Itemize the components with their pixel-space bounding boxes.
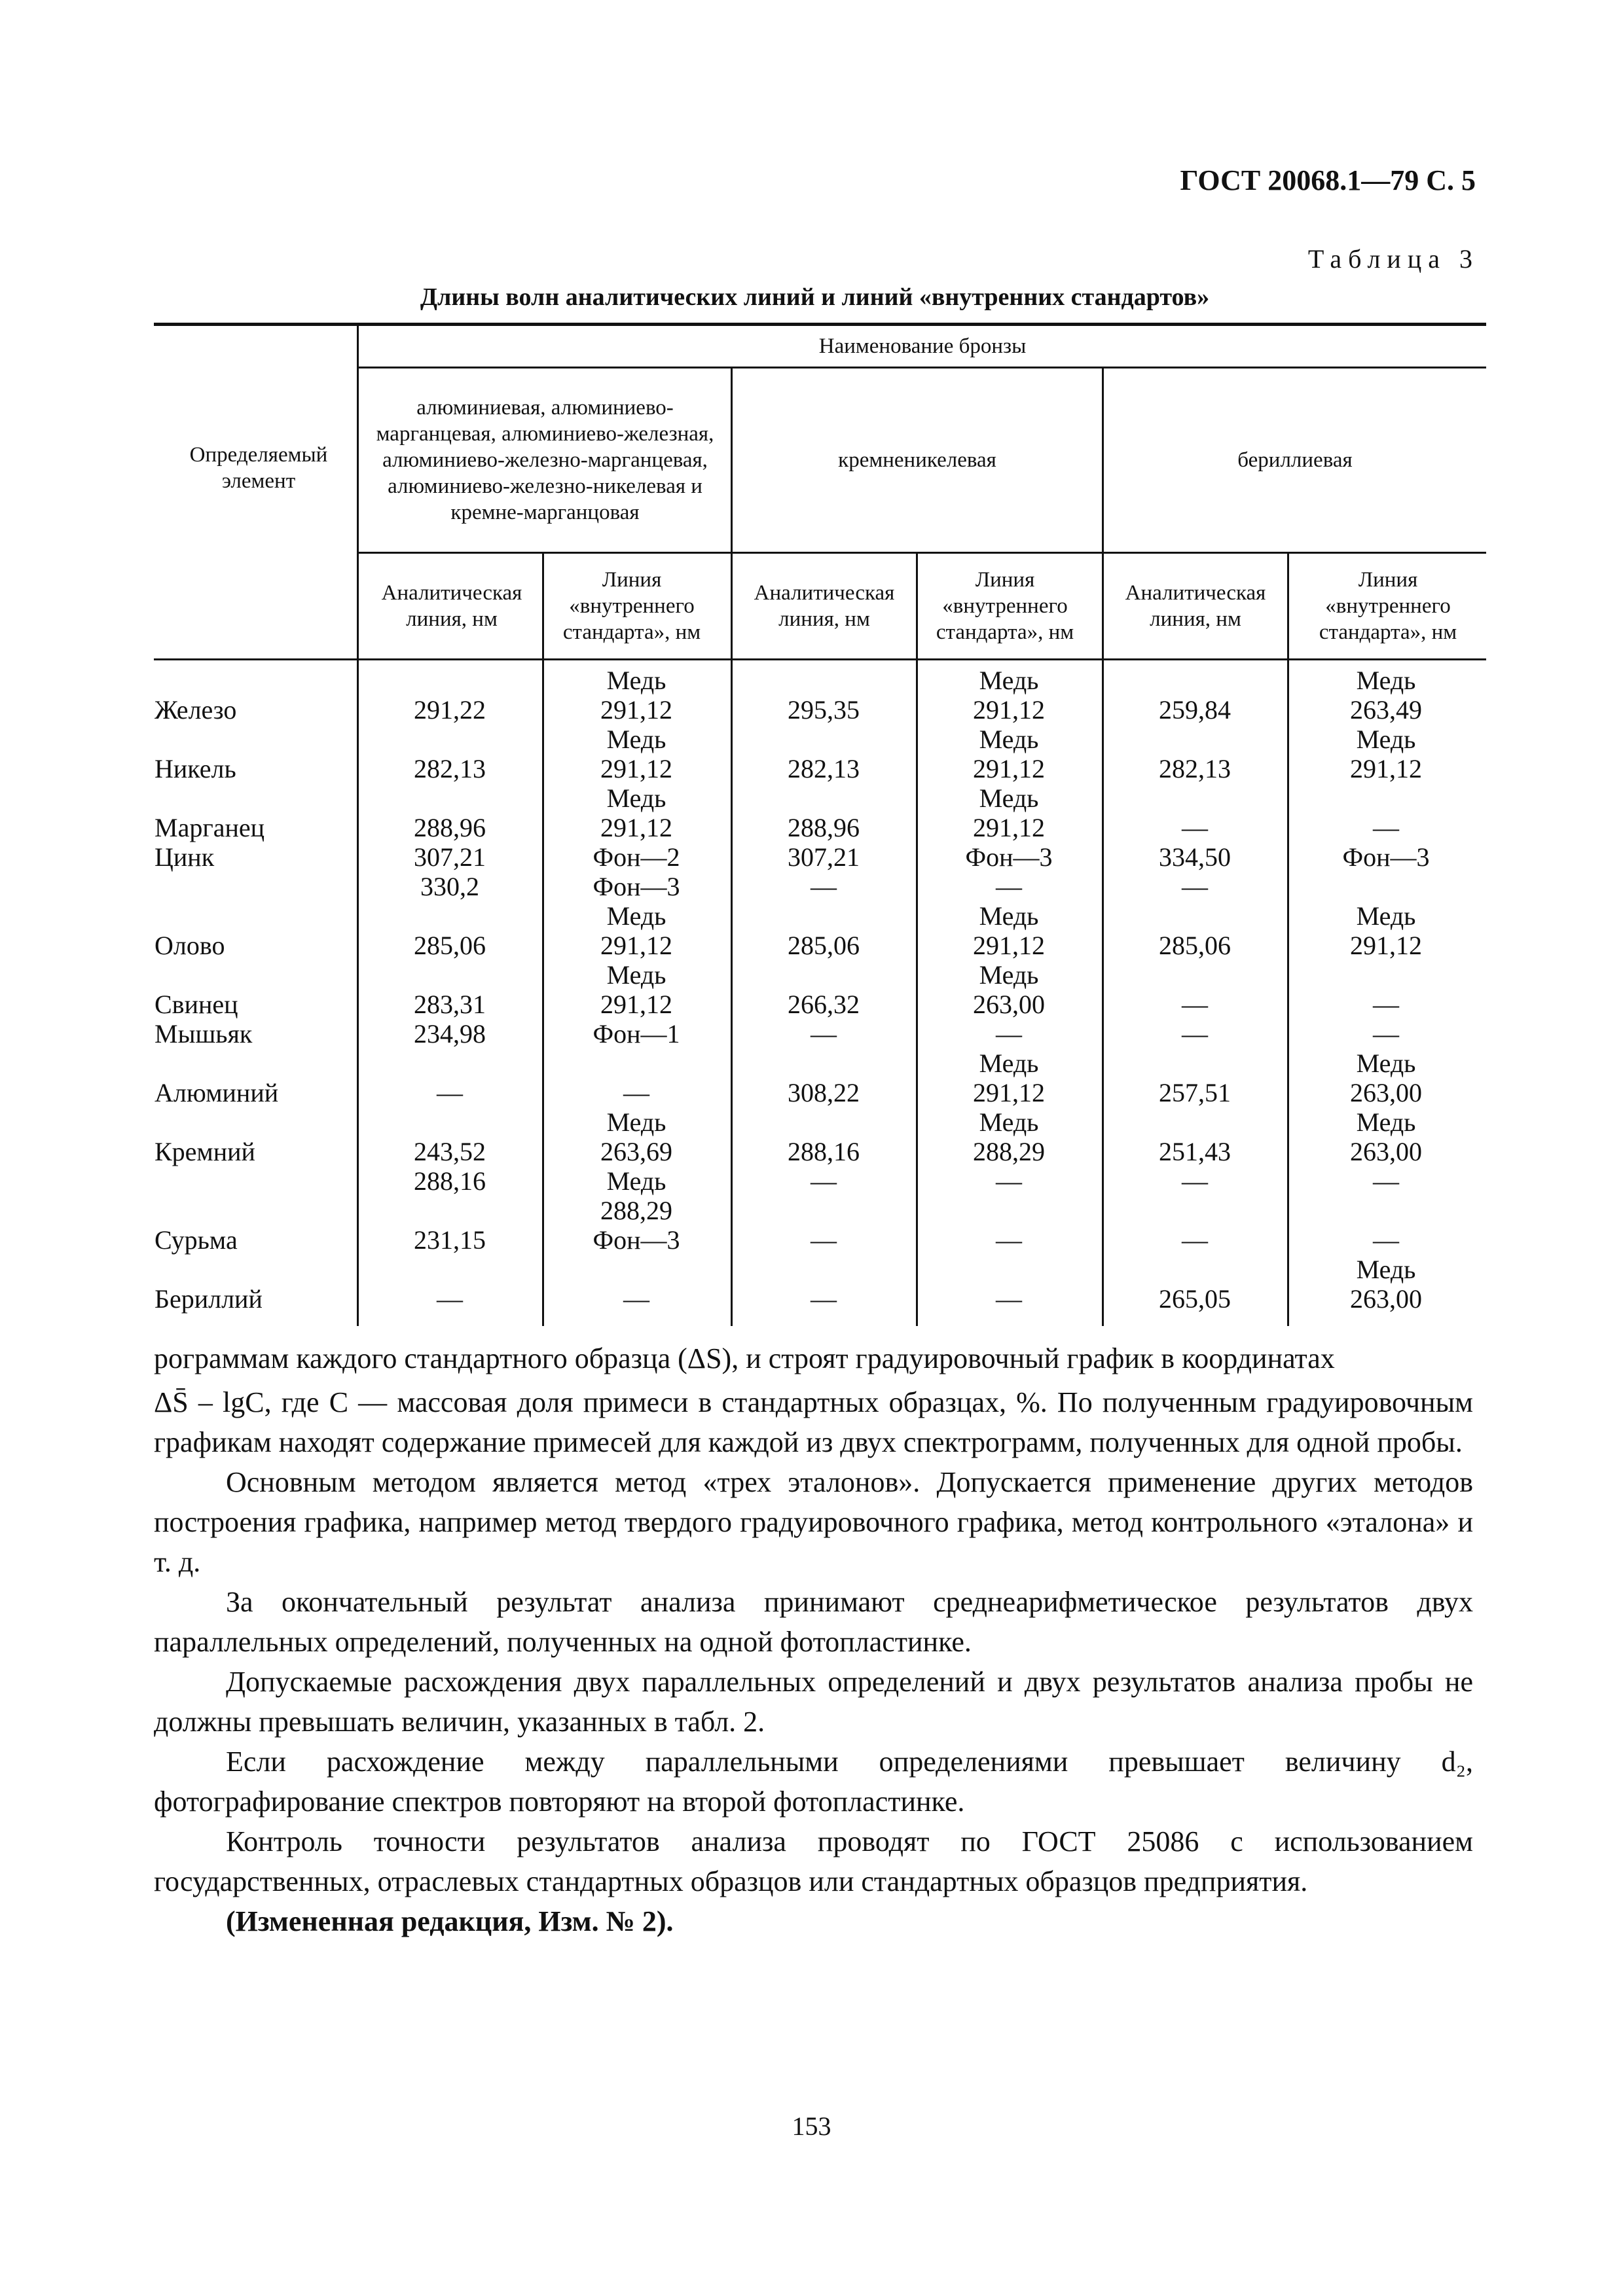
element-name-cell: Марганец: [155, 813, 265, 842]
table-cell: Медь: [979, 783, 1039, 813]
table-cell: Медь: [1356, 1255, 1416, 1284]
table-cell: [1301, 783, 1471, 813]
table-cell: Медь: [1356, 666, 1416, 695]
bronze-group-2: кремненикелевая: [838, 448, 996, 472]
element-name-cell: [155, 783, 351, 813]
element-name-cell: Мышьяк: [155, 1019, 253, 1049]
table-cell: 307,21: [788, 842, 860, 872]
table-cell: Медь: [606, 901, 666, 931]
table-cell: 308,22: [788, 1078, 860, 1107]
table-cell: 291,12: [973, 1078, 1045, 1107]
table-cell: Медь: [606, 725, 666, 754]
table-cell: 263,49: [1350, 695, 1422, 725]
paragraph: Если расхождение между параллельными определениями превышает величину d₂, фотографирование спектров повторяют на второй фотопластинке.: [154, 1746, 1473, 1818]
header-vline: [916, 553, 918, 660]
table-row: [152, 695, 1487, 725]
table-label: Таблица 3: [1307, 244, 1479, 274]
table-cell: 288,29: [973, 1137, 1045, 1166]
table-cell: 251,43: [1159, 1137, 1231, 1166]
page-number: 153: [792, 2111, 831, 2141]
table-cell: —: [1182, 990, 1208, 1019]
table-cell: Фон—3: [593, 1225, 680, 1255]
table-cell: —: [996, 1019, 1022, 1049]
table-cell: [1110, 1255, 1280, 1284]
table-cell: —: [996, 1225, 1022, 1255]
table-cell: —: [437, 1078, 463, 1107]
table-cell: Фон—3: [965, 842, 1053, 872]
element-name-cell: Цинк: [155, 842, 215, 872]
table-cell: [365, 1107, 535, 1137]
element-name-cell: Сурьма: [155, 1225, 238, 1255]
table-row: [152, 813, 1487, 842]
table-cell: [739, 1196, 909, 1225]
table-cell: [739, 1049, 909, 1078]
table-cell: —: [1373, 990, 1399, 1019]
table-cell: [365, 666, 535, 695]
table-row: [152, 1019, 1487, 1049]
table-cell: Фон—3: [593, 872, 680, 901]
table-cell: [1110, 666, 1280, 695]
table-cell: Медь: [1356, 725, 1416, 754]
table-row: [152, 1166, 1487, 1196]
table-cell: 288,16: [788, 1137, 860, 1166]
bronze-group-1: алюминиевая, алюминиево-марганцевая, алюминиево-железная, алюминиево-железно-марганцевая, алюминиево-железно-никелевая и кремне-марганцовая: [376, 396, 714, 524]
element-name-cell: [155, 901, 351, 931]
paragraph: Контроль точности результатов анализа проводят по ГОСТ 25086 с использованием государственных, отраслевых стандартных образцов или стандартных образцов предприятия.: [154, 1825, 1473, 1897]
table-cell: —: [996, 872, 1022, 901]
subheader-analytical: Аналитическая линия, нм: [381, 581, 522, 631]
table-cell: 285,06: [788, 931, 860, 960]
table-cell: 263,00: [1350, 1137, 1422, 1166]
table-cell: [924, 1255, 1094, 1284]
table-cell: —: [1373, 813, 1399, 842]
table-cell: —: [623, 1284, 649, 1314]
table-cell: —: [1182, 1166, 1208, 1196]
element-name-cell: [155, 1166, 351, 1196]
table-cell: [924, 1196, 1094, 1225]
table-cell: [365, 1049, 535, 1078]
bronze-group-3: бериллиевая: [1237, 448, 1353, 472]
table-cell: —: [996, 1166, 1022, 1196]
table-cell: Медь: [979, 1049, 1039, 1078]
table-cell: 257,51: [1159, 1078, 1231, 1107]
table-row: [152, 666, 1487, 695]
table-cell: [1110, 960, 1280, 990]
paragraph: рограммам каждого стандартного образца (ΔS), и строят градуировочный график в координатах: [154, 1342, 1335, 1374]
table-cell: —: [1182, 1225, 1208, 1255]
table-cell: 291,22: [414, 695, 486, 725]
element-name-cell: Бериллий: [155, 1284, 263, 1314]
table-row: [152, 960, 1487, 990]
table-cell: 291,12: [973, 695, 1045, 725]
table-cell: 263,69: [600, 1137, 672, 1166]
table-cell: [1110, 901, 1280, 931]
subheader-internal: Линия «внутреннего стандарта», нм: [936, 568, 1074, 644]
table-cell: —: [1373, 1166, 1399, 1196]
table-cell: Медь: [979, 1107, 1039, 1137]
table-row: [152, 842, 1487, 872]
table-cell: 288,16: [414, 1166, 486, 1196]
table-cell: Фон—2: [593, 842, 680, 872]
table-body: [152, 666, 1487, 1314]
table-cell: 295,35: [788, 695, 860, 725]
table-cell: —: [1182, 813, 1208, 842]
element-name-cell: Никель: [155, 754, 236, 783]
table-cell: —: [996, 1284, 1022, 1314]
table-row: [152, 1107, 1487, 1137]
table-row: [152, 1225, 1487, 1255]
table-cell: 334,50: [1159, 842, 1231, 872]
table-cell: Медь: [1356, 901, 1416, 931]
table-cell: —: [811, 1166, 837, 1196]
table-cell: [365, 1196, 535, 1225]
table-row: [152, 1284, 1487, 1314]
table-row: [152, 1196, 1487, 1225]
table-cell: [1110, 725, 1280, 754]
table-cell: 283,31: [414, 990, 486, 1019]
table-cell: 291,12: [973, 813, 1045, 842]
element-name-cell: [155, 1107, 351, 1137]
table-cell: 231,15: [414, 1225, 486, 1255]
header-vline: [542, 553, 544, 660]
table-cell: 291,12: [973, 931, 1045, 960]
table-cell: [1301, 872, 1471, 901]
table-caption: Длины волн аналитических линий и линий «внутренних стандартов»: [420, 283, 1210, 311]
table-cell: 263,00: [1350, 1078, 1422, 1107]
table-cell: Медь: [606, 783, 666, 813]
table-cell: Фон—1: [593, 1019, 680, 1049]
table-cell: [1301, 960, 1471, 990]
amendment-note: (Измененная редакция, Изм. № 2).: [226, 1905, 674, 1937]
table-cell: [1110, 1107, 1280, 1137]
table-cell: Медь: [1356, 1107, 1416, 1137]
element-name-cell: [155, 666, 351, 695]
body-text: [154, 1338, 1473, 1941]
table-cell: [739, 960, 909, 990]
table-cell: [739, 1255, 909, 1284]
table-cell: 288,96: [788, 813, 860, 842]
subheader-internal: Линия «внутреннего стандарта», нм: [1319, 568, 1457, 644]
element-name-cell: [155, 1255, 351, 1284]
element-name-cell: [155, 872, 351, 901]
element-name-cell: Кремний: [155, 1137, 255, 1166]
element-name-cell: Железо: [155, 695, 237, 725]
table-cell: 285,06: [414, 931, 486, 960]
column-header-element: Определяемый элемент: [189, 443, 328, 493]
table-cell: Медь: [1356, 1049, 1416, 1078]
element-name-cell: [155, 725, 351, 754]
table-row: [152, 901, 1487, 931]
paragraph: ΔS̄ – lgC, где C — массовая доля примеси в стандартных образцах, %. По полученным градуировочным графикам находят содержание примесей для каждой из двух спектрограмм, полученных для одной пробы.: [154, 1386, 1473, 1458]
element-name-cell: [155, 960, 351, 990]
table-cell: 291,12: [1350, 754, 1422, 783]
table-row: [152, 783, 1487, 813]
table-cell: [739, 901, 909, 931]
element-name-cell: Свинец: [155, 990, 238, 1019]
subheader-analytical: Аналитическая линия, нм: [754, 581, 895, 631]
table-cell: Медь: [979, 666, 1039, 695]
table-row: [152, 1049, 1487, 1078]
table-cell: 263,00: [1350, 1284, 1422, 1314]
paragraph: Основным методом является метод «трех эталонов». Допускается применение других методов построения графика, например метод твердого градуировочного графика, метод контрольного «эталона» и т. д.: [154, 1466, 1473, 1578]
table-cell: [739, 1107, 909, 1137]
table-cell: 330,2: [420, 872, 479, 901]
table-row: [152, 931, 1487, 960]
table-cell: —: [437, 1284, 463, 1314]
table-cell: 259,84: [1159, 695, 1231, 725]
element-name-cell: [155, 1196, 351, 1225]
table-cell: [739, 725, 909, 754]
table-cell: —: [811, 1019, 837, 1049]
header-bottom-rule: [154, 658, 1486, 660]
table-cell: 291,12: [1350, 931, 1422, 960]
table-cell: 291,12: [600, 931, 672, 960]
table-cell: —: [1182, 872, 1208, 901]
table-cell: Фон—3: [1342, 842, 1430, 872]
table-row: [152, 754, 1487, 783]
table-cell: —: [1182, 1019, 1208, 1049]
table-cell: —: [811, 1284, 837, 1314]
table-row: [152, 1137, 1487, 1166]
table-cell: [739, 783, 909, 813]
paragraph: За окончательный результат анализа принимают среднеарифметическое результатов двух параллельных определений, полученных на одной фотопластинке.: [154, 1586, 1473, 1658]
table-cell: [1301, 1196, 1471, 1225]
table-cell: [1110, 783, 1280, 813]
table-cell: —: [811, 872, 837, 901]
table-cell: 288,96: [414, 813, 486, 842]
table-cell: [551, 1255, 721, 1284]
element-name-cell: [155, 1049, 351, 1078]
table-cell: [365, 783, 535, 813]
table-cell: Медь: [979, 901, 1039, 931]
table-cell: Медь: [979, 960, 1039, 990]
subheader-analytical: Аналитическая линия, нм: [1125, 581, 1266, 631]
table-cell: [365, 1255, 535, 1284]
paragraph: Допускаемые расхождения двух параллельных определений и двух результатов анализа пробы не должны превышать величин, указанных в табл. 2.: [154, 1666, 1473, 1738]
element-name-cell: Алюминий: [155, 1078, 279, 1107]
table-cell: 266,32: [788, 990, 860, 1019]
header-vline: [1287, 553, 1289, 660]
table-cell: 234,98: [414, 1019, 486, 1049]
table-cell: [365, 725, 535, 754]
subheader-internal: Линия «внутреннего стандарта», нм: [562, 568, 701, 644]
table-cell: 291,12: [600, 813, 672, 842]
table-row: [152, 1255, 1487, 1284]
table-cell: Медь: [606, 960, 666, 990]
table-cell: [365, 960, 535, 990]
table-cell: —: [1373, 1225, 1399, 1255]
table-cell: 291,12: [600, 754, 672, 783]
table-cell: [739, 666, 909, 695]
table-cell: 291,12: [973, 754, 1045, 783]
header-vline: [357, 325, 359, 660]
table-cell: [365, 901, 535, 931]
table-cell: [1110, 1196, 1280, 1225]
document-header: ГОСТ 20068.1—79 С. 5: [1180, 164, 1476, 196]
table-row: [152, 725, 1487, 754]
table-row: [152, 990, 1487, 1019]
table-cell: Медь: [606, 1166, 666, 1196]
table-cell: 263,00: [973, 990, 1045, 1019]
table-cell: —: [811, 1225, 837, 1255]
table-cell: 285,06: [1159, 931, 1231, 960]
table-cell: [551, 1049, 721, 1078]
table-cell: 265,05: [1159, 1284, 1231, 1314]
table-cell: 307,21: [414, 842, 486, 872]
table-cell: 288,29: [600, 1196, 672, 1225]
table-cell: 243,52: [414, 1137, 486, 1166]
table-cell: Медь: [606, 1107, 666, 1137]
group-header: Наименование бронзы: [818, 334, 1027, 358]
table-row: [152, 872, 1487, 901]
table-row: [152, 1078, 1487, 1107]
table-cell: 282,13: [788, 754, 860, 783]
table-cell: 291,12: [600, 695, 672, 725]
table-cell: Медь: [979, 725, 1039, 754]
table-cell: [1110, 1049, 1280, 1078]
table-cell: 282,13: [1159, 754, 1231, 783]
table-cell: —: [623, 1078, 649, 1107]
element-name-cell: Олово: [155, 931, 225, 960]
table-cell: Медь: [606, 666, 666, 695]
table-cell: 282,13: [414, 754, 486, 783]
table-cell: 291,12: [600, 990, 672, 1019]
table-cell: —: [1373, 1019, 1399, 1049]
